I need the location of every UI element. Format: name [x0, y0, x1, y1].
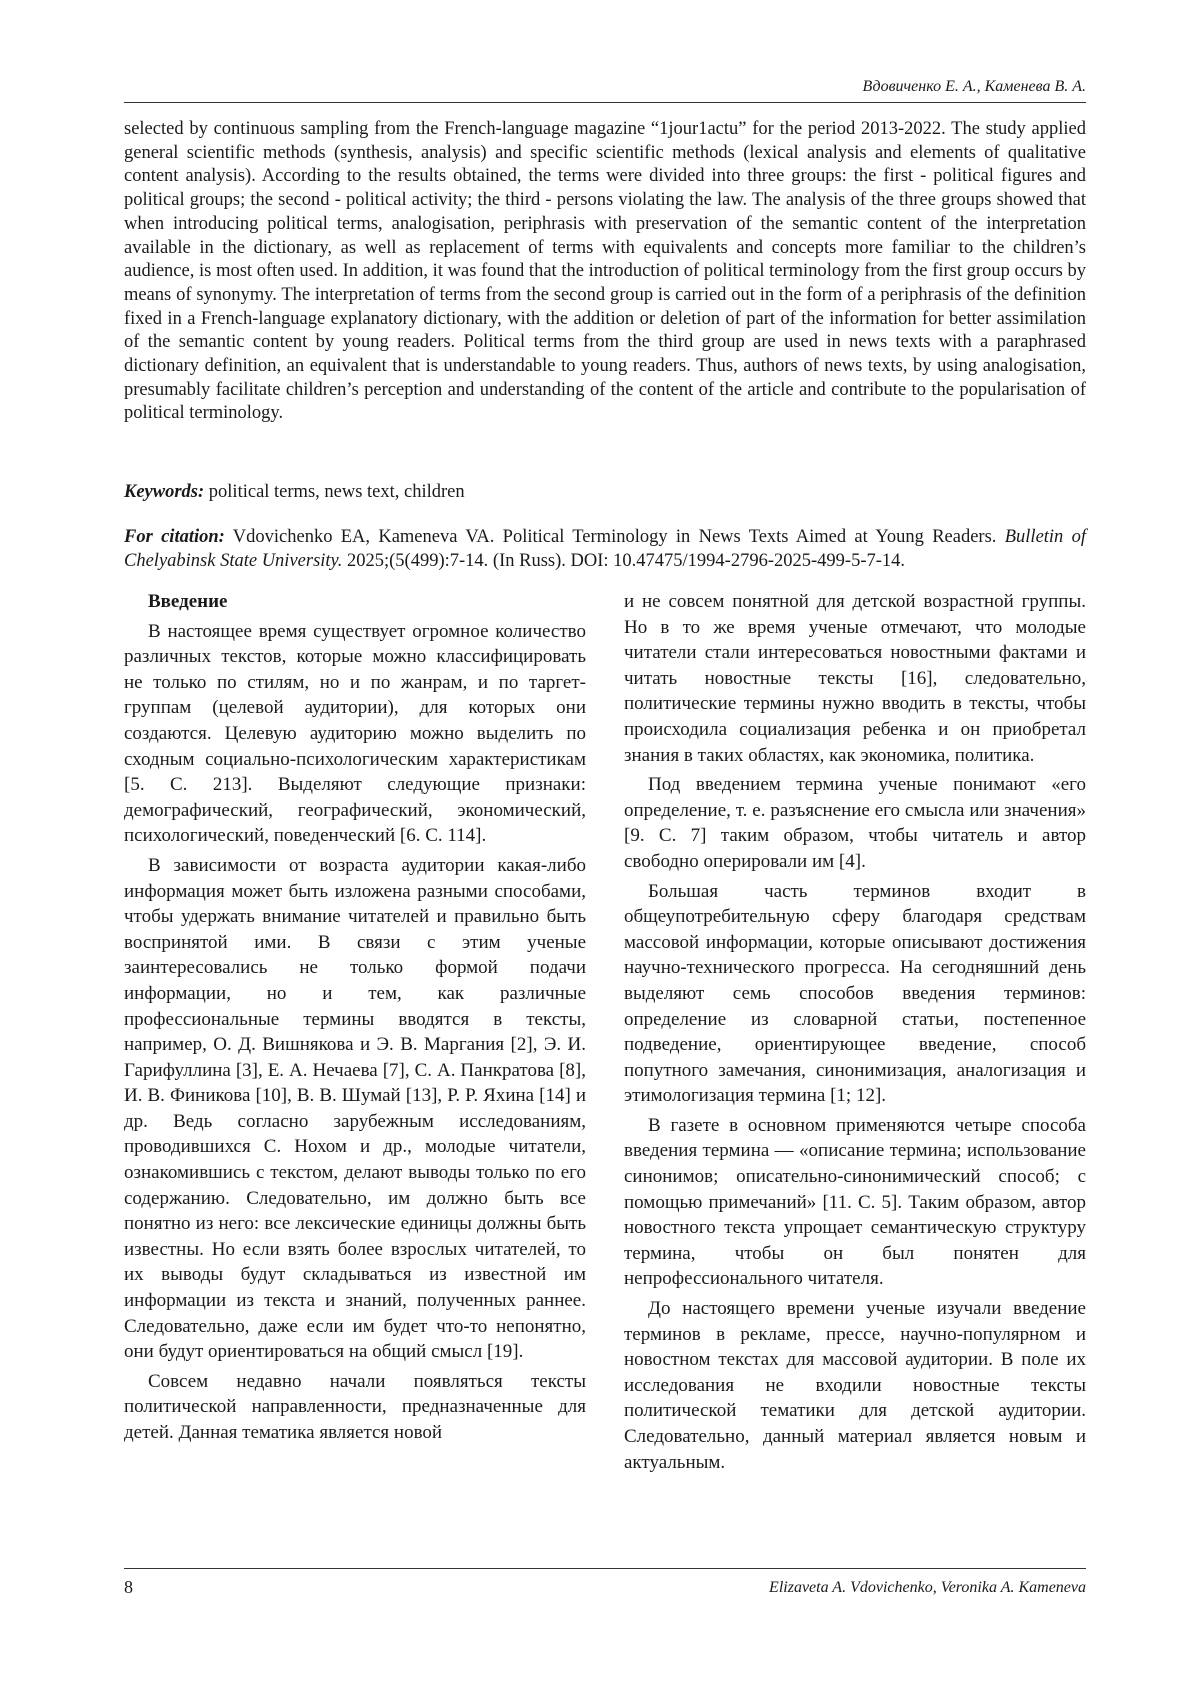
paragraph: В газете в основном применяются четыре способа введения термина — «описание термина; использование синонимов; описательно-синонимический способ; с помощью примечаний» [11. С. 5]. Таким образом, автор новостного текста упрощает семантическую структуру термина, чтобы он был понятен для непрофессионального читателя.	[624, 1114, 1086, 1290]
citation	[124, 525, 1086, 573]
paragraph: В настоящее время существует огромное количество различных текстов, которые можно классифицировать не только по стилям, но и по жанрам, и по таргет-группам (целевой аудитории), для которых они создаются. Целевую аудиторию можно выделить по сходным социально-психологическим характеристикам [5. С. 213]. Выделяют следующие признаки: демографический, географический, экономический, психологический, поведенческий [6. С. 114].	[124, 620, 586, 847]
abstract-text: selected by continuous sampling from the French-language magazine “1jour1actu” for the period 2013-2022. The study applied general scientific methods (synthesis, analysis) and specific scientific methods (lexical analysis and elements of qualitative content analysis). According to the results obtained, the terms were divided into three groups: the first - political figures and political groups; the second - political activity; the third - persons violating the law. The analysis of the three groups showed that when introducing political terms, analogisation, periphrasis with preservation of the semantic content of the interpretation available in the dictionary, as well as replacement of terms with equivalents and concepts more familiar to the children’s audience, is most often used. In addition, it was found that the introduction of political terminology from the first group occurs by means of synonymy. The interpretation of terms from the second group is carried out in the form of a periphrasis of the definition fixed in a French-language explanatory dictionary, with the addition or deletion of part of the information for better assimilation of the semantic content by young readers. Political terms from the third group are used in news texts with a paraphrased dictionary definition, an equivalent that is understandable to young readers. Thus, authors of news texts, by using analogisation, presumably facilitate children’s perception and understanding of the content of the article and contribute to the popularisation of political terminology.	[124, 119, 1086, 424]
keywords-text: political terms, news text, children	[208, 482, 465, 502]
footer-authors: Elizaveta A. Vdovichenko, Veronika A. Kameneva	[769, 1579, 1086, 1596]
paragraph: Большая часть терминов входит в общеупотребительную сферу благодаря средствам массовой информации, которые описывают достижения научно-технического прогресса. На сегодняшний день выделяют семь способов введения терминов: определение из словарной статьи, постепенное подведение, ориентирующее введение, способ попутного замечания, синонимизация, аналогизация и этимологизация термина [1; 12].	[624, 880, 1086, 1107]
page-number: 8	[124, 1577, 133, 1597]
citation-details: 2025;(5(499):7-14. (In Russ). DOI: 10.47475/1994-2796-2025-499-5-7-14.	[347, 551, 906, 571]
citation-label: For citation:	[124, 527, 225, 547]
paragraph: и не совсем понятной для детской возрастной группы. Но в то же время ученые отмечают, что молодые читатели стали интересоваться новостными фактами и читать новостные тексты [16], следовательно, политические термины нужно вводить в тексты, чтобы происходила социализация ребенка и он приобретал знания в таких областях, как экономика, политика.	[624, 591, 1086, 766]
section-title: Введение	[148, 591, 228, 612]
body-column-left	[124, 589, 586, 1450]
running-title: Вдовиченко Е. А., Каменева В. А.	[862, 78, 1086, 95]
citation-journal: Bulletin of Chelyabinsk State University.	[124, 527, 1086, 571]
paragraph: В зависимости от возраста аудитории какая-либо информация может быть изложена разными способами, чтобы удержать внимание читателей и правильно быть воспринятой ими. В связи с этим ученые заинтересовались не только формой подачи информации, но и тем, как различные профессиональные термины вводятся в тексты, например, О. Д. Вишнякова и Э. В. Маргания [2], Э. И. Гарифуллина [3], Е. А. Нечаева [7], С. А. Панкратова [8], И. В. Финикова [10], В. В. Шумай [13], Р. Р. Яхина [14] и др. Ведь согласно зарубежным исследованиям, проводившихся С. Нохом и др., молодые читатели, ознакомившись с текстом, делают выводы только по его содержанию. Следовательно, им должно быть все понятно из него: все лексические единицы должны быть известны. Но если взять более взрослых читателей, то их выводы будут складываться из известной им информации из текста и знаний, полученных раннее. Следовательно, даже если им будет что-то непонятно, они будут ориентироваться на общий смысл [19].	[124, 854, 586, 1363]
paragraph: Совсем недавно начали появляться тексты политической направленности, предназначенные для детей. Данная тематика является новой	[124, 1370, 586, 1443]
keywords-label: Keywords:	[124, 482, 205, 502]
header-rule	[124, 102, 1086, 103]
footer-rule	[124, 1568, 1086, 1569]
citation-text: Vdovichenko EA, Kameneva VA. Political Terminology in News Texts Aimed at Young Readers.	[232, 527, 997, 547]
paragraph: Под введением термина ученые понимают «его определение, т. е. разъяснение его смысла или значения» [9. С. 7] таким образом, чтобы читатель и автор свободно оперировали им [4].	[624, 774, 1086, 872]
keywords	[124, 480, 1086, 504]
body-column-right	[624, 589, 1086, 1479]
paragraph: До настоящего времени ученые изучали введение терминов в рекламе, прессе, научно-популярном и новостном текстах для массовой аудитории. В поле их исследования не входили новостные тексты политической тематики для детской аудитории. Следовательно, данный материал является новым и актуальным.	[624, 1298, 1086, 1473]
